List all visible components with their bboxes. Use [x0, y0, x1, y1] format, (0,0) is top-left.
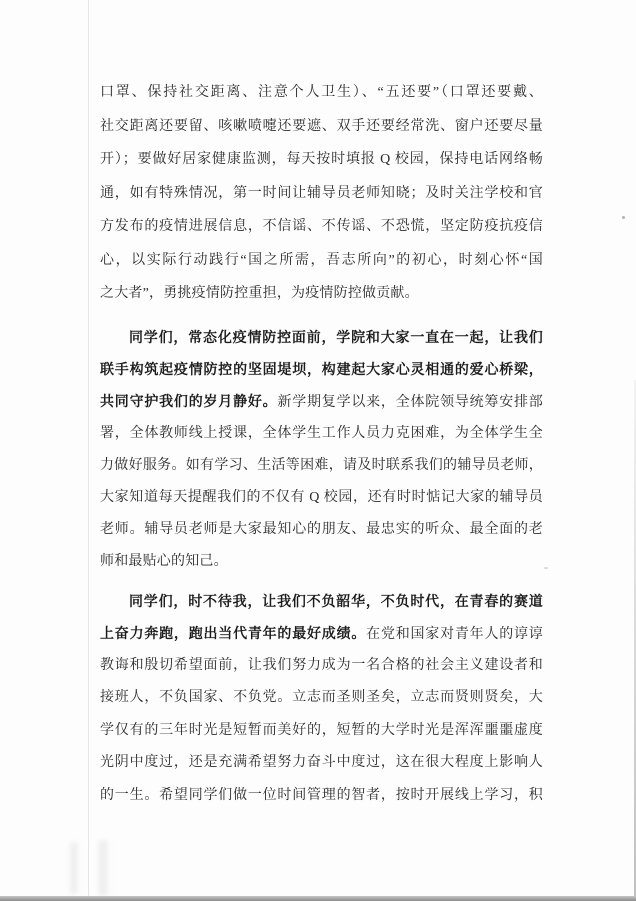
- body-text-segment: 心，以实际行动践行“国之所需，吾志所向”的初心，时刻心怀“国: [100, 252, 543, 268]
- text-line: [100, 617, 543, 650]
- bold-text-segment: 同学们，时不待我，让我们不负韶华，不负时代，在青春的赛道: [129, 592, 543, 609]
- paragraph-3: [100, 585, 543, 813]
- text-line: [100, 585, 543, 618]
- scan-smudge: [70, 842, 78, 894]
- bold-text-segment: 联手构筑起疫情防控的坚固堤坝，构建起大家心灵相通的爱心桥梁，: [100, 361, 543, 378]
- text-line: [100, 277, 543, 311]
- scan-fold-line: [88, 0, 89, 901]
- body-text-segment: 社交距离还要留、咳嗽喷嚏还要遮、双手还要经常洗、窗户还要尽量: [100, 118, 543, 134]
- text-line: [100, 385, 543, 417]
- bold-text-segment: 同学们，常态化疫情防控面前，学院和大家一直在一起，让我们: [129, 329, 543, 345]
- body-text-segment: 大家知道每天提醒我们的不仅有 Q 校园，还有时时惦记大家的辅导员: [100, 489, 543, 505]
- text-column: [100, 76, 543, 812]
- page-bottom-edge-shadow: [0, 896, 636, 901]
- text-line: [100, 244, 543, 278]
- text-line: [100, 780, 543, 813]
- body-text-segment: 光阴中度过，还是充满希望努力奋斗中度过，这在很大程度上影响人: [100, 755, 543, 770]
- text-line: [100, 143, 543, 177]
- body-text-segment: 通，如有特殊情况，第一时间让辅导员老师知晓；及时关注学校和官: [100, 185, 543, 201]
- paragraph-2: [100, 321, 543, 579]
- body-text-segment: 口罩、保持社交距离、注意个人卫生）、“五还要”（口罩还要戴、: [100, 85, 543, 100]
- bold-text-segment: 共同守护我们的岁月静好。: [100, 393, 278, 410]
- paragraph-1: [100, 76, 543, 311]
- body-text-segment: 师和最贴心的知己。: [100, 554, 228, 570]
- body-text-segment: 老师。辅导员老师是大家最知心的朋友、最忠实的听众、最全面的老: [100, 522, 543, 538]
- body-text-segment: 之大者”，勇挑疫情防控重担，为疫情防控做贡献。: [100, 286, 419, 301]
- body-text-segment: 在党和国家对青年人的谆谆: [366, 627, 543, 642]
- scan-speck: [544, 567, 548, 569]
- text-line: [100, 76, 543, 110]
- text-line: [100, 450, 543, 482]
- bold-text-segment: 上奋力奔跑，跑出当代青年的最好成绩。: [100, 625, 367, 641]
- body-text-segment: 教诲和殷切希望面前，让我们努力成为一名合格的社会主义建设者和: [100, 657, 543, 673]
- text-line: [100, 418, 543, 450]
- body-text-segment: 学仅有的三年时光是短暂而美好的，短暂的大学时光是浑浑噩噩虚度: [100, 722, 543, 738]
- body-text-segment: 新学期复学以来，全体院领导统筹安排部: [277, 395, 543, 411]
- text-line: [100, 177, 543, 211]
- text-line: [100, 650, 543, 683]
- text-line: [100, 353, 543, 385]
- text-line: [100, 210, 543, 244]
- scan-speck: [622, 216, 625, 219]
- body-text-segment: 接班人，不负国家、不负党。立志而圣则圣矣，立志而贤则贤矣，大: [100, 690, 543, 705]
- body-text-segment: 开）；要做好居家健康监测，每天按时填报 Q 校园，保持电话网络畅: [100, 152, 543, 167]
- text-line: [100, 514, 543, 546]
- body-text-segment: 力做好服务。如有学习、生活等困难，请及时联系我们的辅导员老师，: [100, 457, 543, 473]
- body-text-segment: 方发布的疫情进展信息，不信谣、不传谣、不恐慌，坚定防疫抗疫信: [100, 219, 543, 234]
- body-text-segment: 署，全体教师线上授课，全体学生工作人员力克困难，为全体学生全: [100, 425, 543, 441]
- text-line: [100, 321, 543, 353]
- scan-smudge: [98, 840, 108, 896]
- text-line: [100, 110, 543, 144]
- text-line: [100, 682, 543, 715]
- text-line: [100, 482, 543, 514]
- body-text-segment: 的一生。希望同学们做一位时间管理的智者，按时开展线上学习，积: [100, 787, 543, 803]
- text-line: [100, 715, 543, 748]
- text-line: [100, 546, 543, 578]
- text-line: [100, 747, 543, 780]
